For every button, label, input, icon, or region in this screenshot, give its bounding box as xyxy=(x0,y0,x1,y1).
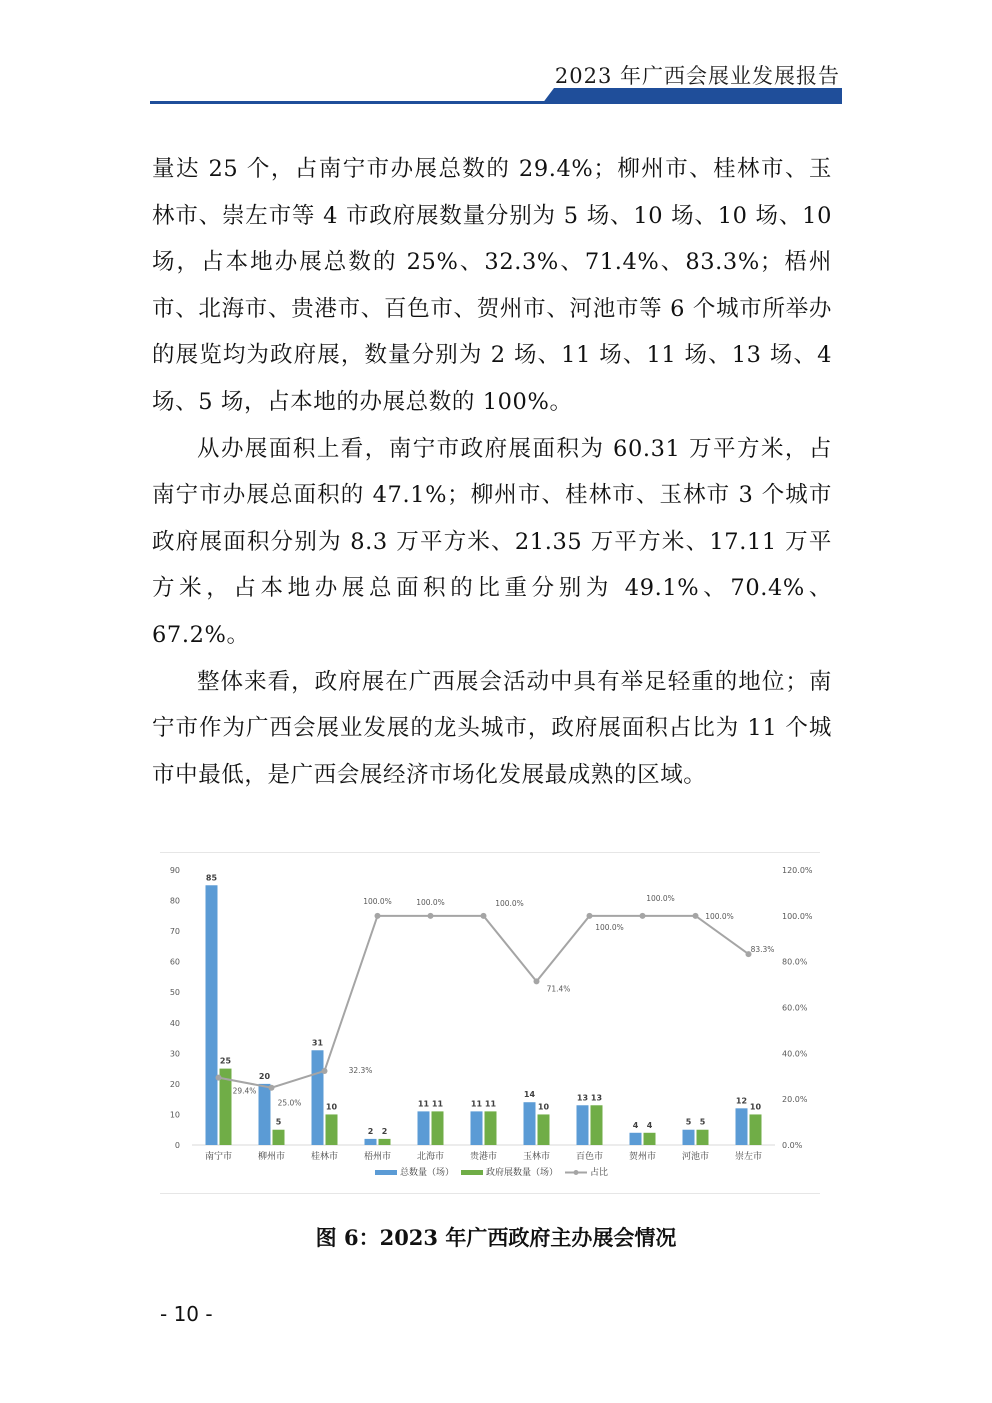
x-tick-label: 北海市 xyxy=(416,1152,445,1162)
bar xyxy=(259,1084,271,1145)
bar-data-label: 13 xyxy=(576,1093,589,1103)
paragraph-1: 量达 25 个，占南宁市办展总数的 29.4%；柳州市、桂林市、玉林市、崇左市等 4 市政府展数量分别为 5 场、10 场、10 场、10 场，占本地办展总数的 25%、32.3%、71.4%、83.3%；梧州市、北海市、贵港市、百色市、贺州市、河池市等 6 个城市所举办的展览均为政府展，数量分别为 2 场、11 场、11 场、13 场、4 场、5 场，占本地的办展总数的 100%。 xyxy=(152,156,832,415)
bar-data-label: 2 xyxy=(367,1126,374,1136)
legend-label: 政府展数量（场） xyxy=(486,1168,559,1178)
bar xyxy=(273,1130,285,1145)
bar xyxy=(379,1139,391,1145)
bar xyxy=(524,1102,536,1145)
y-left-tick-label: 90 xyxy=(169,866,180,875)
y-right-tick-label: 80.0% xyxy=(782,957,808,967)
bar xyxy=(736,1108,748,1145)
bar xyxy=(485,1111,497,1145)
bar-data-label: 10 xyxy=(749,1102,762,1112)
bar-data-label: 11 xyxy=(431,1099,444,1109)
x-tick-label: 梧州市 xyxy=(363,1152,392,1162)
y-right-tick-label: 100.0% xyxy=(782,911,813,921)
bar xyxy=(577,1105,589,1145)
bar-data-label: 31 xyxy=(311,1038,324,1048)
x-tick-label: 河池市 xyxy=(681,1152,710,1162)
ratio-data-label: 29.4% xyxy=(232,1086,257,1096)
y-right-tick-label: 60.0% xyxy=(782,1003,808,1013)
bar xyxy=(312,1050,324,1145)
bar xyxy=(644,1133,656,1145)
y-left-tick-label: 60 xyxy=(169,957,180,967)
ratio-data-label: 100.0% xyxy=(416,897,445,907)
bar xyxy=(697,1130,709,1145)
y-left-tick-label: 30 xyxy=(169,1049,180,1059)
ratio-data-label: 100.0% xyxy=(705,911,734,921)
y-left-tick-label: 80 xyxy=(169,896,180,906)
ratio-data-label: 83.3% xyxy=(750,945,775,955)
bar-data-label: 20 xyxy=(258,1071,271,1081)
ratio-point xyxy=(693,913,699,919)
ratio-point xyxy=(216,1075,222,1081)
bar-data-label: 14 xyxy=(523,1090,536,1100)
bar-data-label: 5 xyxy=(685,1117,692,1127)
chart-government-exhibitions xyxy=(160,852,820,1194)
bar-data-label: 4 xyxy=(632,1120,639,1130)
ratio-point xyxy=(428,913,434,919)
bar-data-label: 11 xyxy=(484,1099,497,1109)
paragraph-3: 整体来看，政府展在广西展会活动中具有举足轻重的地位；南宁市作为广西会展业发展的龙头城市，政府展面积占比为 11 个城市中最低，是广西会展经济市场化发展最成熟的区域。 xyxy=(152,668,832,788)
y-right-tick-label: 120.0% xyxy=(782,866,813,875)
bar xyxy=(418,1111,430,1145)
bar-data-label: 2 xyxy=(381,1126,388,1136)
ratio-point xyxy=(322,1068,328,1074)
ratio-point xyxy=(269,1085,275,1091)
bar-data-label: 85 xyxy=(205,873,218,883)
x-tick-label: 百色市 xyxy=(575,1152,604,1162)
page-number: - 10 - xyxy=(160,1302,213,1326)
ratio-data-label: 100.0% xyxy=(495,898,524,908)
legend-label: 总数量（场） xyxy=(400,1168,455,1178)
x-tick-label: 柳州市 xyxy=(257,1152,286,1162)
bar-data-label: 4 xyxy=(646,1120,653,1130)
bar-data-label: 11 xyxy=(470,1099,483,1109)
paragraph-2: 从办展面积上看，南宁市政府展面积为 60.31 万平方米，占南宁市办展总面积的 47.1%；柳州市、桂林市、玉林市 3 个城市政府展面积分别为 8.3 万平方米、21.35 万平方米、17.11 万平方米，占本地办展总面积的比重分别为 49.1%、70.4%、67.2%。 xyxy=(152,435,832,648)
legend-swatch xyxy=(461,1170,483,1175)
x-tick-label: 南宁市 xyxy=(204,1152,233,1162)
ratio-point xyxy=(375,913,381,919)
bar xyxy=(206,885,218,1145)
ratio-point xyxy=(481,913,487,919)
bar xyxy=(538,1114,550,1145)
y-left-tick-label: 0 xyxy=(174,1141,180,1150)
x-tick-label: 贺州市 xyxy=(628,1152,657,1162)
ratio-point xyxy=(587,913,593,919)
ratio-data-label: 100.0% xyxy=(646,893,675,903)
bar-data-label: 12 xyxy=(735,1096,748,1106)
header-decoration-bar xyxy=(150,88,842,106)
ratio-data-label: 100.0% xyxy=(363,896,392,906)
bar xyxy=(326,1114,338,1145)
ratio-line xyxy=(219,916,749,1088)
bar xyxy=(471,1111,483,1145)
y-left-tick-label: 20 xyxy=(169,1079,180,1089)
bar-data-label: 5 xyxy=(699,1117,706,1127)
x-tick-label: 玉林市 xyxy=(522,1152,551,1162)
legend-swatch xyxy=(375,1170,397,1175)
y-right-tick-label: 40.0% xyxy=(782,1049,808,1059)
bar xyxy=(630,1133,642,1145)
ratio-point xyxy=(534,978,540,984)
y-left-tick-label: 50 xyxy=(169,988,180,998)
y-right-tick-label: 20.0% xyxy=(782,1095,808,1105)
x-tick-label: 桂林市 xyxy=(310,1152,339,1162)
ratio-data-label: 25.0% xyxy=(277,1098,302,1108)
bar xyxy=(683,1130,695,1145)
bar xyxy=(591,1105,603,1145)
ratio-data-label: 32.3% xyxy=(348,1065,373,1075)
y-left-tick-label: 10 xyxy=(169,1110,180,1120)
bar-data-label: 13 xyxy=(590,1093,603,1103)
figure-caption: 图 6：2023 年广西政府主办展会情况 xyxy=(315,1225,677,1250)
header-title: 2023 年广西会展业发展报告 xyxy=(554,64,840,88)
bar-data-label: 10 xyxy=(325,1102,338,1112)
x-tick-label: 崇左市 xyxy=(734,1152,763,1162)
ratio-data-label: 71.4% xyxy=(546,984,571,994)
bar xyxy=(432,1111,444,1145)
bar-data-label: 25 xyxy=(219,1056,232,1066)
bar-data-label: 11 xyxy=(417,1099,430,1109)
bar-data-label: 5 xyxy=(275,1117,282,1127)
y-right-tick-label: 0.0% xyxy=(782,1141,803,1150)
chart-svg xyxy=(160,853,820,1193)
x-tick-label: 贵港市 xyxy=(469,1152,498,1162)
ratio-point xyxy=(640,913,646,919)
y-left-tick-label: 70 xyxy=(169,927,180,937)
bar-data-label: 10 xyxy=(537,1102,550,1112)
y-left-tick-label: 40 xyxy=(169,1018,180,1028)
body-text xyxy=(152,146,832,798)
bar xyxy=(750,1114,762,1145)
bar xyxy=(365,1139,377,1145)
legend-label: 占比 xyxy=(590,1168,609,1178)
ratio-data-label: 100.0% xyxy=(595,922,624,932)
legend-swatch-marker xyxy=(574,1170,579,1175)
